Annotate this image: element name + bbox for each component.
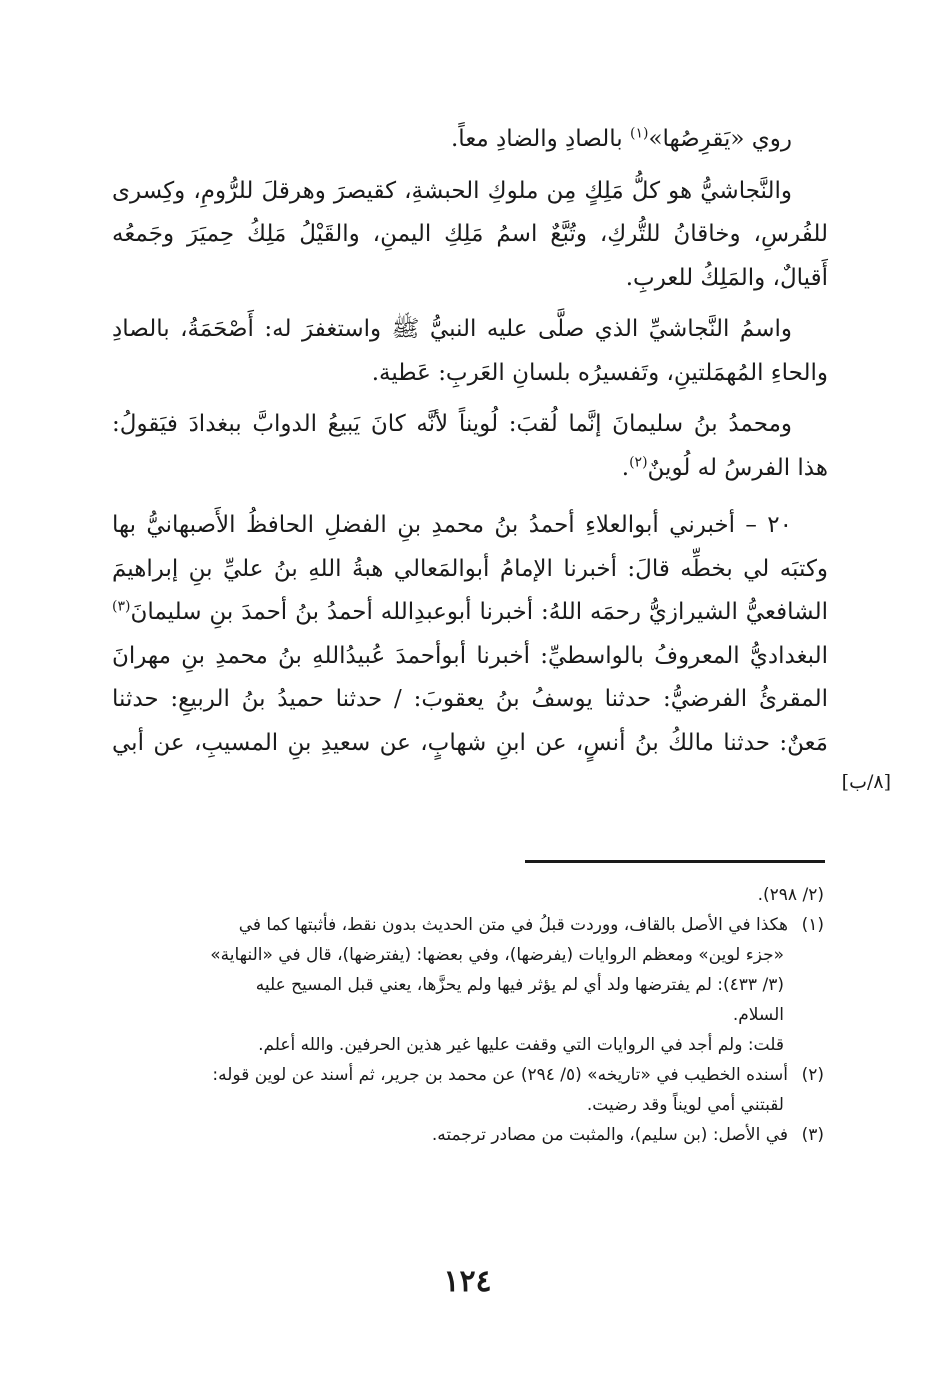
text-line: أَقيالٌ، والمَلِكُ للعربِ. [625, 264, 828, 291]
footnote-1 [112, 910, 824, 940]
footnote-text: أسنده الخطيب في «تاريخه» (٥/ ٢٩٤) عن محمد بن جرير، ثم أسند عن لوين قوله: [212, 1065, 788, 1085]
footnote-number: (١) [801, 915, 824, 935]
page-number: ١٢٤ [443, 1264, 492, 1299]
paragraph-luwayn [112, 403, 828, 490]
footnotes [112, 880, 824, 1150]
text-line: واسمُ النَّجاشيِّ الذي صلَّى عليه النبيُّ ﷺ واستغفرَ له: أَصْحَمَةُ، بالصادِ [112, 316, 792, 342]
text-fragment: الشافعيُّ الشيرازيُّ رحمَه اللهُ: أخبرنا أبوعبدِالله أحمدُ بنُ أحمدَ بنِ سليمانَ [130, 599, 828, 625]
text-fragment: بالصادِ والضادِ معاً. [451, 126, 630, 152]
text-line [112, 591, 828, 635]
text-line: والنَّجاشيُّ هو كلُّ مَلِكٍ مِن ملوكِ الحبشةِ، كقيصرَ وهرقلَ للرُّومِ، وكِسرى [112, 177, 792, 204]
footnote-1-line: «جزء لوين» ومعظم الروايات (يفرضها)، وفي بعضها: (يفترضها)، قال في «النهاية» [210, 945, 784, 965]
text-line [112, 447, 828, 491]
footnote-3 [112, 1120, 824, 1150]
text-fragment: . [621, 454, 630, 481]
footnote-1-line: (٣/ ٤٣٣): لم يفترضها ولد أي لم يؤثر فيها ولم يحزَّها، يعني قبل المسيح عليه [255, 975, 784, 995]
footnote-ref-3[interactable]: (٣) [112, 598, 131, 615]
footnote-divider [525, 860, 825, 863]
manuscript-folio-marker: [٨/ب] [841, 771, 891, 793]
text-line: وكتبَه لي بخطِّه قالَ: أخبرنا الإمامُ أبوالمَعالي هبةُ اللهِ بنُ عليِّ بنِ إبراهيمَ [112, 555, 828, 582]
paragraph-reading-note [112, 118, 828, 162]
footnote-ref-1[interactable]: (١) [629, 125, 649, 142]
text-line: البغداديُّ المعروفُ بالواسطيِّ: أخبرنا أبوأحمدَ عُبيدُاللهِ بنُ محمدِ بنِ مهرانَ [112, 642, 828, 669]
text-line: مَعنٌ: حدثنا مالكُ بنُ أنسٍ، عن ابنِ شهابٍ، عن سعيدِ بنِ المسيبِ، عن أبي [112, 729, 828, 756]
footnote-text: هكذا في الأصل بالقاف، ووردت قبلُ في متن الحديث بدون نقط، فأثبتها كما في [238, 915, 788, 935]
text-fragment: هذا الفرسُ له لُوينٌ [647, 454, 828, 481]
main-text [112, 118, 828, 773]
footnote-1-line: السلام. [732, 1005, 784, 1025]
text-line: للفُرسِ، وخاقانُ للتُّركِ، وتُبَّعٌ اسمُ مَلِكِ اليمنِ، والقَيْلُ مَلِكُ حِميَرَ وجَمعُه [112, 221, 828, 247]
text-line: المقرئُ الفرضيُّ: حدثنا يوسفُ بنُ يعقوبَ: / حدثنا حميدُ بنُ الربيعِ: حدثنا [112, 686, 828, 712]
text-line: ومحمدُ بنُ سليمانَ إنَّما لُقبَ: لُويناً لأنَّه كانَ يَبيعُ الدوابَّ ببغدادَ فيَقولُ: [112, 411, 792, 437]
footnote-1-line: قلت: ولم أجد في الروايات التي وقفت عليها غير هذين الحرفين. والله أعلم. [258, 1035, 784, 1055]
footnote-continuation: (٢/ ٢٩٨). [757, 885, 824, 905]
text-line: ٢٠ – أخبرني أبوالعلاءِ أحمدُ بنُ محمدِ بنِ الفضلِ الحافظُ الأَصبهانيُّ بها [112, 512, 792, 538]
text-fragment: روي «يَقرِصُها» [648, 126, 792, 152]
paragraph-najashi [112, 170, 828, 301]
text-line: والحاءِ المُهمَلتينِ، وتَفسيرُه بلسانِ العَربِ: عَطية. [371, 359, 828, 386]
footnote-ref-2[interactable]: (٢) [629, 453, 648, 470]
footnote-text: في الأصل: (بن سليم)، والمثبت من مصادر ترجمته. [431, 1125, 788, 1145]
footnote-number: (٢) [801, 1065, 824, 1085]
footnote-number: (٣) [801, 1125, 824, 1145]
footnote-2-line: لقبتني أمي لويناً وقد رضيت. [586, 1095, 784, 1115]
footnote-2 [112, 1060, 824, 1090]
paragraph-ashama [112, 308, 828, 395]
text-line [112, 118, 828, 162]
paragraph-hadith-20 [112, 504, 828, 765]
